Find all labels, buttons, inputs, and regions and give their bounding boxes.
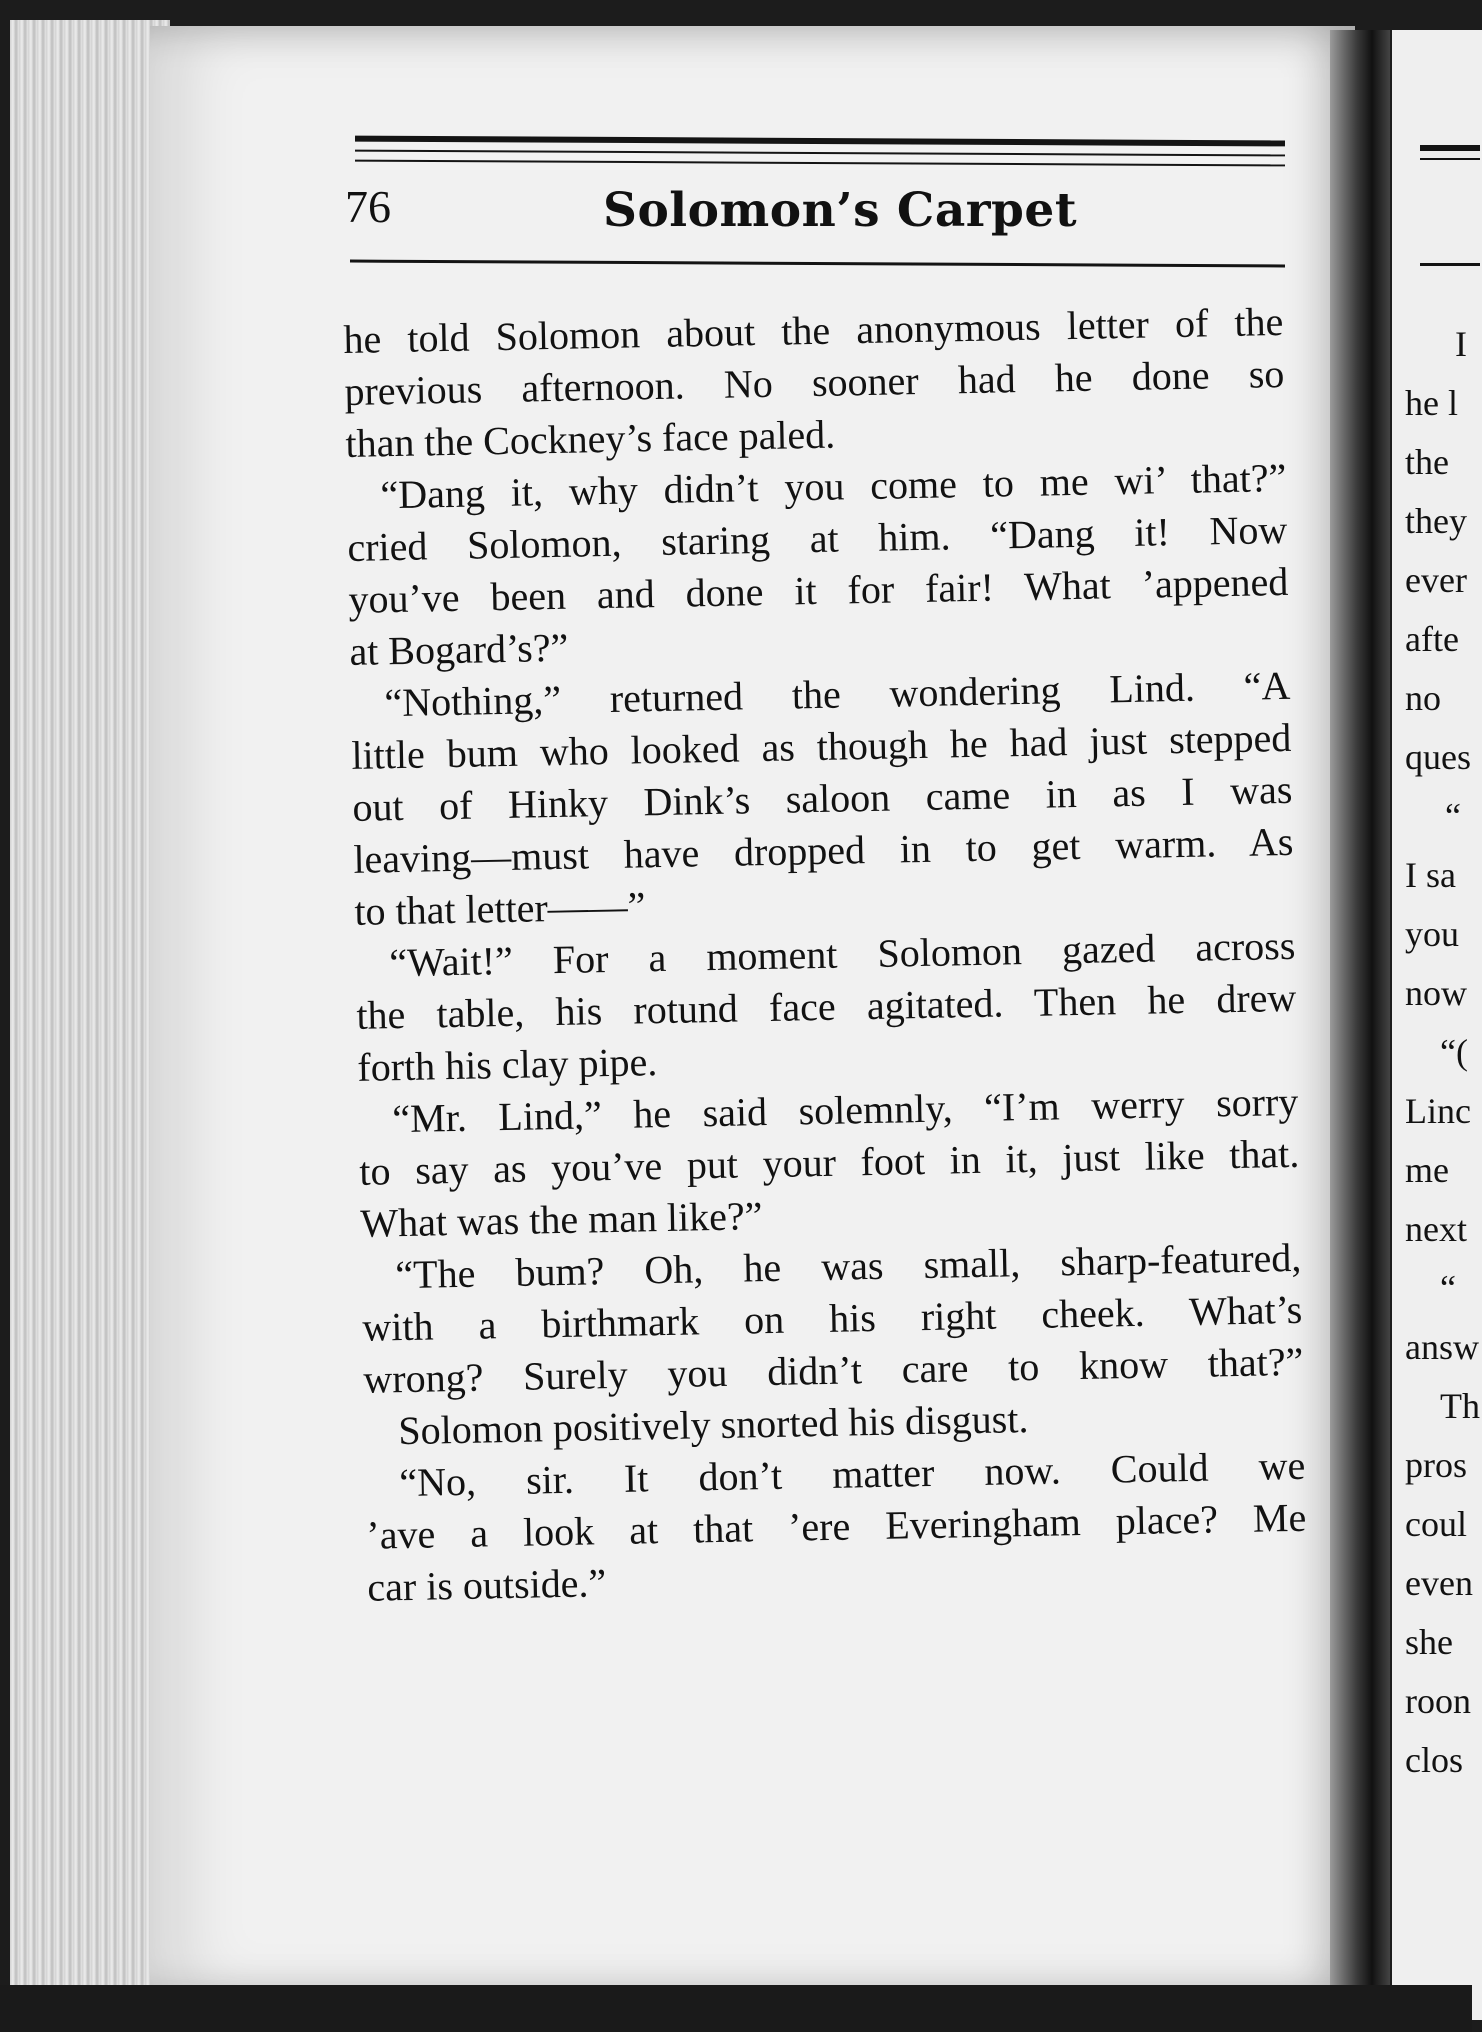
facing-line: “ (1445, 796, 1461, 836)
facing-line: me (1405, 1150, 1449, 1190)
facing-line: now (1405, 973, 1467, 1013)
facing-line: ever (1405, 560, 1467, 600)
text-line: to that letter——” (354, 883, 646, 934)
facing-line: Th (1440, 1386, 1480, 1426)
text-line: the table, his rotund face agitated. Then he drew (355, 974, 1297, 1038)
facing-line: they (1405, 501, 1467, 541)
text-line: “Wait!” For a moment Solomon gazed across (388, 922, 1296, 986)
facing-line: pros (1405, 1445, 1467, 1485)
text-line: “The bum? Oh, he was small, sharp-featured, (394, 1234, 1302, 1298)
facing-line: I (1455, 324, 1467, 364)
text-line: “No, sir. It don’t matter now. Could we (398, 1442, 1306, 1506)
facing-line: the (1405, 442, 1449, 482)
facing-line: coul (1405, 1504, 1467, 1544)
bottom-shadow (0, 1985, 1472, 2032)
book-gutter (1330, 30, 1390, 2030)
text-line: Solomon positively snorted his disgust. (397, 1396, 1029, 1454)
page-number: 76 (345, 181, 391, 232)
text-line: at Bogard’s?” (349, 624, 569, 674)
facing-line: “( (1440, 1032, 1468, 1072)
facing-line: I sa (1405, 855, 1456, 895)
text-line: previous afternoon. No sooner had he done so (344, 350, 1285, 414)
text-line: cried Solomon, staring at him. “Dang it! Now (347, 506, 1288, 570)
facing-line: she (1405, 1622, 1453, 1662)
text-line: little bum who looked as though he had just stepped (351, 714, 1292, 778)
facing-header-underline (1420, 263, 1480, 266)
text-line: you’ve been and done it for fair! What ’appened (348, 558, 1289, 622)
facing-line: afte (1405, 619, 1459, 659)
running-head: Solomon’s Carpet (603, 183, 1078, 238)
text-line: wrong? Surely you didn’t care to know that?” (362, 1338, 1304, 1402)
facing-line: roon (1405, 1681, 1471, 1721)
facing-line: you (1405, 914, 1459, 954)
text-line: leaving—must have dropped in to get warm. As (353, 818, 1294, 882)
text-line: “Mr. Lind,” he said solemnly, “I’m werry sorry (391, 1078, 1299, 1142)
text-line: than the Cockney’s face paled. (345, 411, 836, 466)
text-line: ’ave a look at that ’ere Everingham place? Me (365, 1494, 1307, 1558)
text-line: out of Hinky Dink’s saloon came in as I was (352, 766, 1293, 830)
text-line: car is outside.” (366, 1560, 607, 1610)
text-line: forth his clay pipe. (356, 1039, 658, 1090)
text-line: “Nothing,” returned the wondering Lind. “A (384, 662, 1291, 726)
facing-line: next (1405, 1209, 1467, 1249)
facing-line: he l (1405, 383, 1458, 423)
facing-line: Linc (1405, 1091, 1471, 1131)
page-edges (10, 20, 170, 2020)
text-line: What was the man like?” (359, 1193, 763, 1246)
text-line: “Dang it, why didn’t you come to me wi’ that?” (380, 454, 1287, 518)
facing-line: no (1405, 678, 1441, 718)
facing-header-rule (1420, 158, 1480, 160)
facing-line: ques (1405, 737, 1471, 777)
facing-line: “ (1440, 1268, 1456, 1308)
text-line: to say as you’ve put your foot in it, just like that. (358, 1130, 1300, 1194)
text-line: with a birthmark on his right cheek. What’s (361, 1286, 1303, 1350)
facing-line: clos (1405, 1740, 1463, 1780)
facing-line: answ (1405, 1327, 1479, 1367)
text-line: he told Solomon about the anonymous letter of the (343, 298, 1284, 362)
facing-header-rule (1420, 145, 1480, 151)
facing-line: even (1405, 1563, 1473, 1603)
